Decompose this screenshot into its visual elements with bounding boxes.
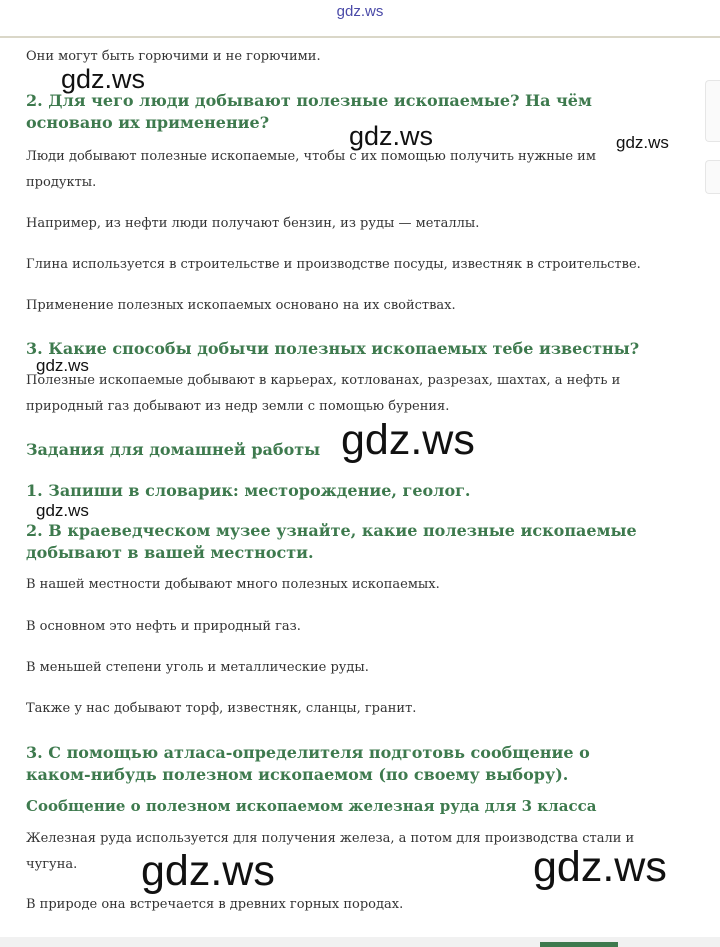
- watermark: gdz.ws: [36, 356, 89, 375]
- message-title: Сообщение о полезном ископаемом железная руда для 3 класса: [26, 797, 597, 815]
- homework-2-answer-3: В меньшей степени уголь и металлические руды.: [26, 660, 369, 675]
- side-panel-tab-secondary[interactable]: [705, 160, 720, 194]
- homework-title: Задания для домашней работы: [26, 440, 321, 459]
- homework-2-answer-4: Также у нас добывают торф, известняк, сланцы, гранит.: [26, 701, 417, 716]
- homework-2-answer-1: В нашей местности добывают много полезных ископаемых.: [26, 577, 440, 592]
- bottom-accent-button[interactable]: [540, 942, 618, 947]
- watermark: gdz.ws: [141, 847, 275, 895]
- site-logo[interactable]: gdz.ws: [336, 3, 384, 20]
- homework-2-answer-2: В основном это нефть и природный газ.: [26, 619, 301, 634]
- answer-2-paragraph-3: Глина используется в строительстве и производстве посуды, известняк в строительстве.: [26, 257, 641, 272]
- answer-3-paragraph: Полезные ископаемые добывают в карьерах, котлованах, разрезах, шахтах, а нефть и природный газ добывают из недр земли с помощью бурения.: [26, 373, 621, 414]
- answer-2-paragraph-1: Люди добывают полезные ископаемые, чтобы с их помощью получить нужные им продукты.: [26, 149, 596, 190]
- question-2-heading: 2. Для чего люди добывают полезные ископаемые? На чём основано их применение?: [26, 91, 592, 132]
- answer-2-paragraph-4: Применение полезных ископаемых основано на их свойствах.: [26, 298, 456, 313]
- homework-task-3: 3. С помощью атласа-определителя подготовь сообщение о каком-нибудь полезном ископаемом (по своему выбору).: [26, 743, 590, 784]
- watermark: gdz.ws: [533, 843, 667, 891]
- homework-task-1: 1. Запиши в словарик: месторождение, геолог.: [26, 481, 471, 500]
- side-panel-tab[interactable]: [705, 80, 720, 142]
- watermark: gdz.ws: [61, 64, 146, 94]
- question-3-heading: 3. Какие способы добычи полезных ископаемых тебе известны?: [26, 339, 640, 358]
- watermark: gdz.ws: [349, 121, 434, 151]
- answer-2-paragraph-2: Например, из нефти люди получают бензин, из руды — металлы.: [26, 216, 480, 231]
- watermark: gdz.ws: [36, 501, 89, 520]
- homework-task-2: 2. В краеведческом музее узнайте, какие полезные ископаемые добывают в вашей местности.: [26, 521, 637, 562]
- watermark: gdz.ws: [616, 133, 669, 152]
- message-paragraph-2: В природе она встречается в древних горных породах.: [26, 897, 404, 912]
- paragraph-intro: Они могут быть горючими и не горючими.: [26, 49, 321, 64]
- top-bar: [0, 0, 720, 38]
- watermark: gdz.ws: [341, 416, 475, 464]
- message-paragraph-1: Железная руда используется для получения железа, а потом для производства стали и чугуна.: [26, 831, 635, 872]
